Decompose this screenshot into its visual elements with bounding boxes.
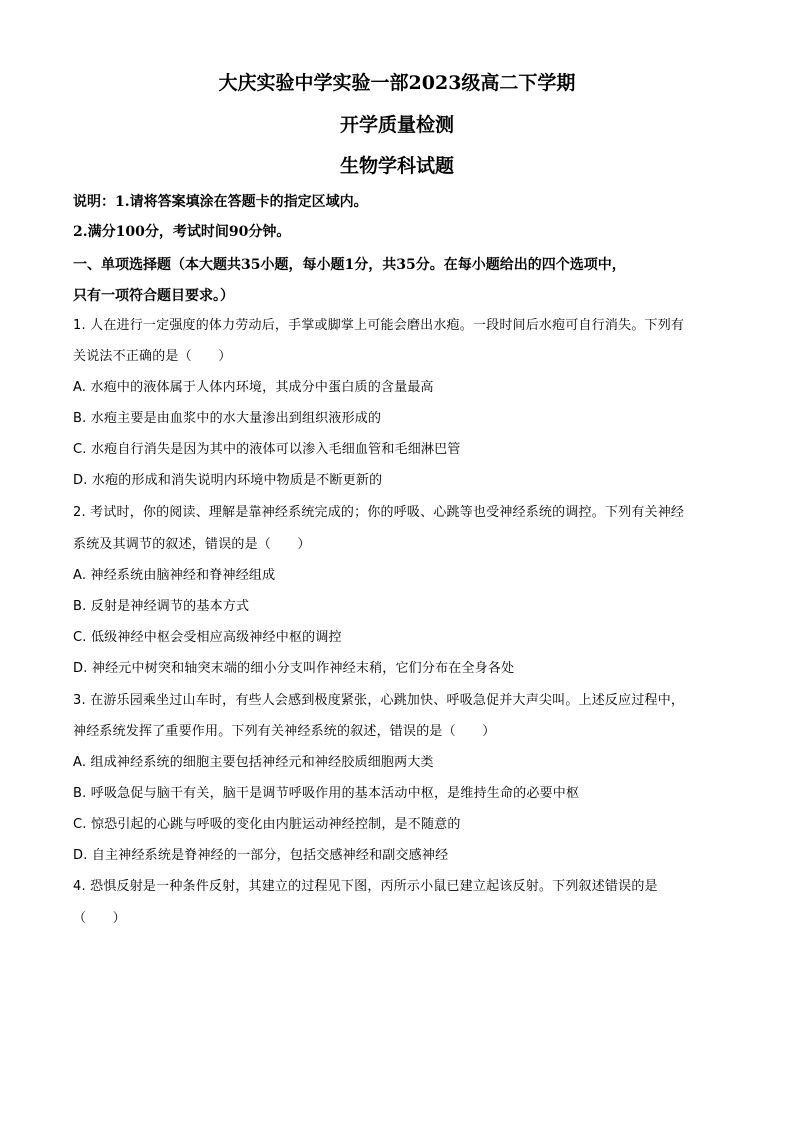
- question-1-option-c: C. 水疱自行消失是因为其中的液体可以渗入毛细血管和毛细淋巴管: [73, 442, 461, 457]
- question-2-option-a: A. 神经系统由脑神经和脊神经组成: [73, 568, 276, 583]
- question-3-stem-line-1: 3. 在游乐园乘坐过山车时，有些人会感到极度紧张，心跳加快、呼吸急促并大声尖叫。上述反应过程中，: [73, 693, 685, 708]
- question-3-option-b: B. 呼吸急促与脑干有关，脑干是调节呼吸作用的基本活动中枢，是维持生命的必要中枢: [73, 786, 580, 801]
- question-3-stem-line-2: 神经系统发挥了重要作用。下列有关神经系统的叙述，错误的是（ ）: [73, 724, 496, 739]
- question-2-option-b: B. 反射是神经调节的基本方式: [73, 599, 250, 614]
- question-2-option-d: D. 神经元中树突和轴突末端的细小分支叫作神经末稍，它们分布在全身各处: [73, 661, 515, 676]
- exam-title-line-1: 大庆实验中学实验一部2023级高二下学期: [218, 72, 576, 94]
- instruction-note-2: 2.满分100分，考试时间90分钟。: [73, 224, 291, 240]
- question-3-option-a: A. 组成神经系统的细胞主要包括神经元和神经胶质细胞两大类: [73, 755, 434, 770]
- question-2-stem-line-2: 系统及其调节的叙述，错误的是（ ）: [73, 537, 311, 552]
- exam-title-line-3: 生物学科试题: [339, 155, 454, 177]
- question-1-stem-line-1: 1. 人在进行一定强度的体力劳动后，手掌或脚掌上可能会磨出水疱。一段时间后水疱可自行消失。下列有: [73, 318, 685, 333]
- question-2-option-c: C. 低级神经中枢会受相应高级神经中枢的调控: [73, 630, 342, 645]
- section-heading-line-2: 只有一项符合题目要求。）: [73, 288, 234, 304]
- question-3-option-d: D. 自主神经系统是脊神经的一部分，包括交感神经和副交感神经: [73, 848, 449, 863]
- question-1-stem-line-2: 关说法不正确的是（ ）: [73, 349, 232, 364]
- exam-title-line-2: 开学质量检测: [339, 114, 454, 136]
- section-heading-line-1: 一、单项选择题（本大题共35小题，每小题1分，共35分。在每小题给出的四个选项中，: [73, 257, 626, 273]
- question-1-option-d: D. 水疱的形成和消失说明内环境中物质是不断更新的: [73, 473, 383, 488]
- question-3-option-c: C. 惊恐引起的心跳与呼吸的变化由内脏运动神经控制，是不随意的: [73, 817, 461, 832]
- question-2-stem-line-1: 2. 考试时，你的阅读、理解是靠神经系统完成的；你的呼吸、心跳等也受神经系统的调控。下列有关神经: [73, 505, 685, 520]
- instruction-note-1: 说明：1.请将答案填涂在答题卡的指定区域内。: [73, 194, 368, 210]
- question-1-option-b: B. 水疱主要是由血浆中的水大量渗出到组织液形成的: [73, 411, 382, 426]
- question-4-stem-line-1: 4. 恐惧反射是一种条件反射，其建立的过程见下图，丙所示小鼠已建立起该反射。下列叙述错误的是: [73, 879, 658, 894]
- question-4-stem-line-2: （ ）: [73, 911, 126, 926]
- question-1-option-a: A. 水疱中的液体属于人体内环境，其成分中蛋白质的含量最高: [73, 380, 434, 395]
